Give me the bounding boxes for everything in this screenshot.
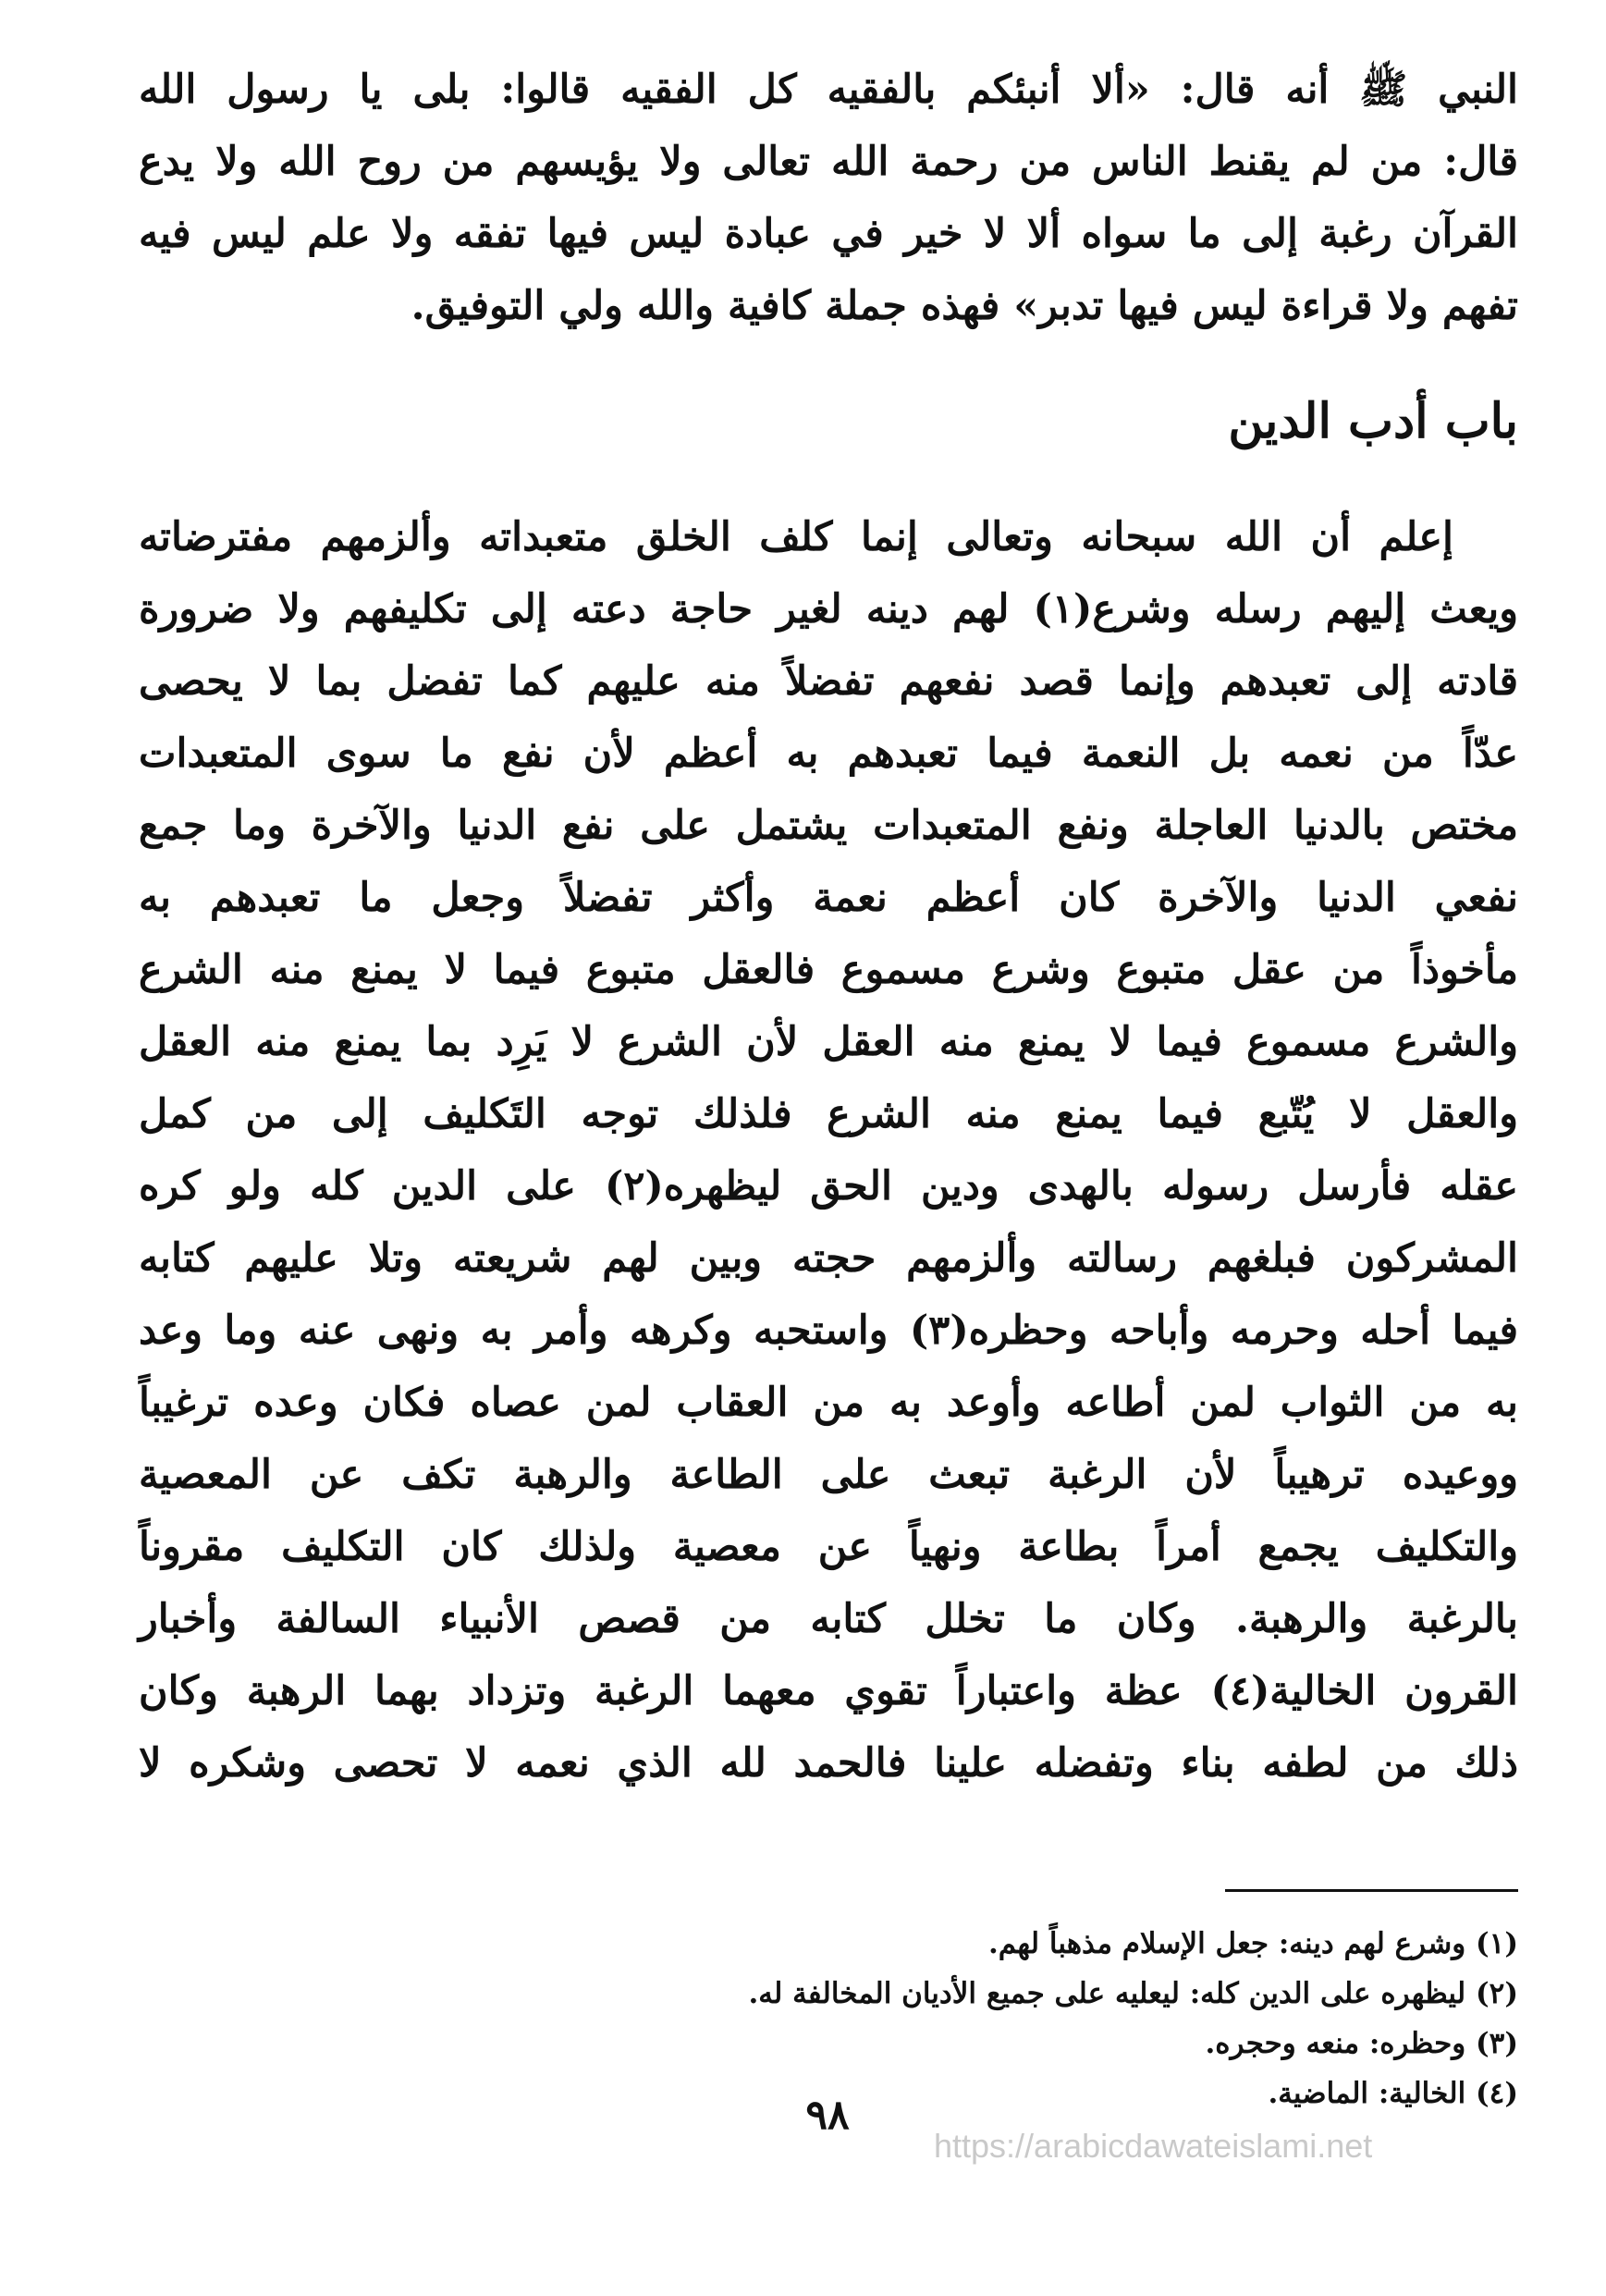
text-line: قال: من لم يقنط الناس من رحمة الله تعالى ولا يؤيسهم من روح الله ولا يدع <box>139 139 1518 185</box>
text-line: فيما أحله وحرمه وأباحه وحظره(٣) واستحبه وكرهه وأمر به ونهى عنه وما وعد <box>139 1308 1519 1354</box>
section-heading: باب أدب الدين <box>1228 393 1518 449</box>
text-line: تفهم ولا قراءة ليس فيها تدبر» فهذه جملة كافية والله ولي التوفيق. <box>411 283 1518 329</box>
text-line: ذلك من لطفه بناء وتفضله علينا فالحمد لله الذي نعمه لا تحصى وشكره لا <box>139 1740 1518 1786</box>
text-line: عدّاً من نعمه بل النعمة فيما تعبدهم به أعظم لأن نفع ما سوى المتعبدات <box>139 731 1518 777</box>
text-line: ويعث إليهم رسله وشرع(١) لهم دينه لغير حاجة دعته إلى تكليفهم ولا ضرورة <box>139 586 1518 632</box>
page-number: ٩٨ <box>805 2092 850 2139</box>
footnote: (١) وشرع لهم دينه: جعل الإسلام مذهباً لهم. <box>987 1927 1518 1960</box>
text-line: عقله فأرسل رسوله بالهدى ودين الحق ليظهره(٢) على الدين كله ولو كره <box>139 1163 1518 1209</box>
text-line: مختص بالدنيا العاجلة ونفع المتعبدات يشتمل على نفع الدنيا والآخرة وما جمع <box>139 803 1518 849</box>
text-line: القرون الخالية(٤) عظة واعتباراً تقوي معهما الرغبة وتزداد بهما الرهبة وكان <box>139 1668 1518 1714</box>
opening-paragraph <box>139 54 1518 342</box>
text-line: نفعي الدنيا والآخرة كان أعظم نعمة وأكثر تفضلاً وجعل ما تعبدهم به <box>139 875 1518 921</box>
footnote: (٢) ليظهره على الدين كله: ليعليه على جميع الأديان المخالفة له. <box>748 1977 1518 2010</box>
footnote: (٤) الخالية: الماضية. <box>1268 2077 1518 2110</box>
footnotes <box>139 1919 1518 2118</box>
text-line: مأخوذاً من عقل متبوع وشرع مسموع فالعقل متبوع فيما لا يمنع منه الشرع <box>139 947 1518 993</box>
text-line: والعقل لا يُتّبع فيما يمنع منه الشرع فلذلك توجه التَكليف إلى من كمل <box>139 1091 1518 1137</box>
main-paragraph <box>139 501 1518 1799</box>
text-line: والتكليف يجمع أمراً بطاعة ونهياً عن معصية ولذلك كان التكليف مقروناً <box>139 1524 1518 1570</box>
text-line: بالرغبة والرهبة. وكان ما تخلل كتابه من قصص الأنبياء السالفة وأخبار <box>139 1596 1518 1642</box>
text-line: والشرع مسموع فيما لا يمنع منه العقل لأن الشرع لا يَرِد بما يمنع منه العقل <box>139 1019 1518 1065</box>
text-line: النبي ﷺ أنه قال: «ألا أنبئكم بالفقيه كل الفقيه قالوا: بلى يا رسول الله <box>139 67 1518 113</box>
footnote: (٣) وحظره: منعه وحجره. <box>1205 2027 1518 2060</box>
footnote-divider <box>1225 1889 1518 1892</box>
text-line: ووعيده ترهيباً لأن الرغبة تبعث على الطاعة والرهبة تكف عن المعصية <box>139 1452 1518 1498</box>
text-line: به من الثواب لمن أطاعه وأوعد به من العقاب لمن عصاه فكان وعده ترغيباً <box>139 1380 1518 1426</box>
watermark-url: https://arabicdawateislami.net <box>934 2127 1373 2165</box>
text-line: المشركون فبلغهم رسالته وألزمهم حجته وبين لهم شريعته وتلا عليهم كتابه <box>139 1235 1518 1282</box>
text-line: قادته إلى تعبدهم وإنما قصد نفعهم تفضلاً منه عليهم كما تفضل بما لا يحصى <box>139 658 1518 705</box>
text-line: إعلم أن الله سبحانه وتعالى إنما كلف الخلق متعبداته وألزمهم مفترضاته <box>139 514 1453 560</box>
text-line: القرآن رغبة إلى ما سواه ألا لا خير في عبادة ليس فيها تفقه ولا علم ليس فيه <box>139 211 1518 257</box>
